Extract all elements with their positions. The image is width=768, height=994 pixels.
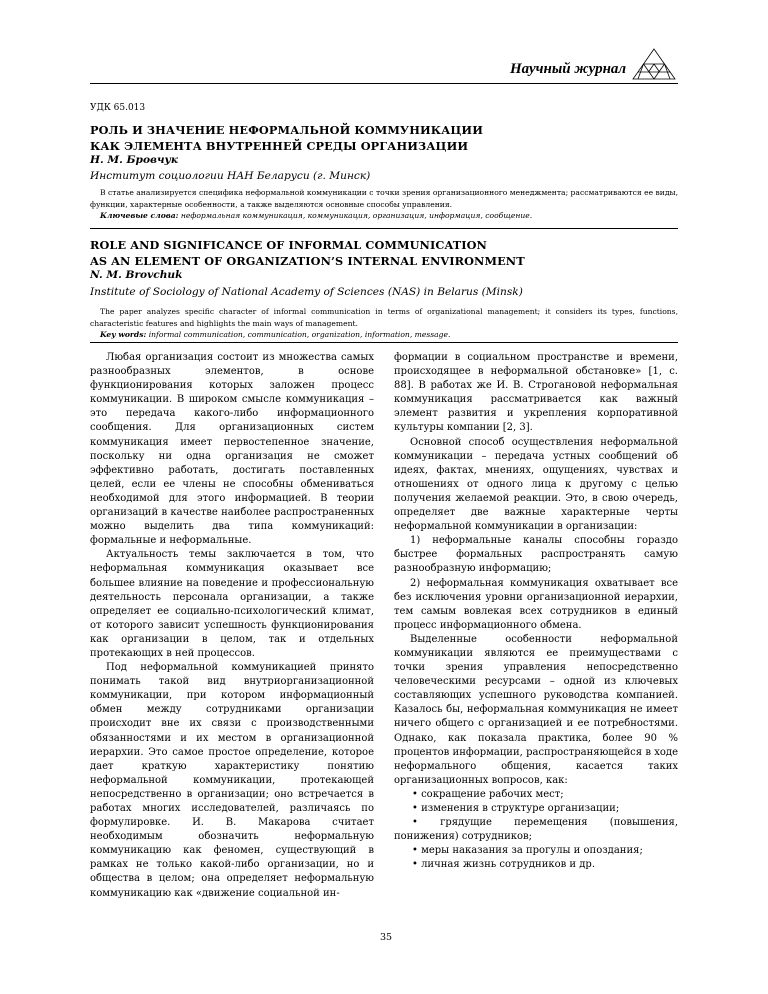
udk-code: УДК 65.013	[90, 103, 146, 113]
en-keywords-text: informal communication, communication, organization, information, message.	[148, 330, 451, 339]
ru-title-line1: РОЛЬ И ЗНАЧЕНИЕ НЕФОРМАЛЬНОЙ КОММУНИКАЦИИ	[90, 123, 483, 137]
en-title-line2: AS AN ELEMENT OF ORGANIZATION’S INTERNAL ENVIRONMENT	[90, 254, 525, 268]
right-paragraph-1: формации в социальном пространстве и времени, происходящее в неформальной обстановке» [1, с. 88]. В работах же И. В. Строгановой неформальная коммуникация рассматривается как важный элемент развития и укрепления корпоративной культуры компании [2, 3].	[394, 352, 678, 434]
left-paragraph-1: Любая организация состоит из множества самых разнообразных элементов, в основе функционирования которых заложен процесс коммуникации. В широком смысле коммуникация – это передача какого-либо информационного сообщения. Для организационных систем коммуникация имеет первостепенное значение, поскольку ни одна организация не сможет эффективно работать, достигать поставленных целей, если ее члены не способны обмениваться необходимой для этого информацией. В теории организаций в качестве наиболее распространенных можно выделить два типа коммуникаций: формальные и неформальные.	[90, 352, 374, 547]
left-paragraph-2: Актуальность темы заключается в том, что неформальная коммуникация оказывает все большее влияние на поведение и профессиональную деятельность персонала организации, а также определяет ее социально-психологический климат, от которого зависит успешность функционирования как организации в целом, так и отдельных протекающих в ней процессов.	[90, 549, 374, 659]
en-institute: Institute of Sociology of National Academy of Sciences (NAS) in Belarus (Minsk)	[90, 286, 523, 298]
en-abstract: The paper analyzes specific character of informal communication in terms of organizational management; it considers its types, functions, characteristic features and highlights the main ways of management.	[90, 307, 678, 328]
en-keywords	[90, 329, 678, 341]
left-column	[90, 351, 374, 901]
ru-author: Н. М. Бровчук	[90, 154, 179, 166]
en-author: N. M. Brovchuk	[90, 269, 183, 281]
right-paragraph-2: Основной способ осуществления неформальной коммуникации – передача устных сообщений об идеях, фактах, мнениях, ощущениях, чувствах и отношениях от одного лица к другому с целью получения желаемой реакции. Это, в свою очередь, определяет две важные характерные черты неформальной коммуникации в организации:	[394, 436, 678, 533]
en-abstract-block	[90, 306, 678, 341]
ru-keywords-text: неформальная коммуникация, коммуникация, организация, информация, сообщение.	[180, 211, 533, 220]
list-item: • грядущие перемещения (повышения, понижения) сотрудников;	[394, 816, 678, 844]
ru-abstract: В статье анализируется специфика неформальной коммуникации с точки зрения организационного менеджмента; рассматриваются ее виды, функции, характерные особенности, а также выделяются основные способы управления.	[90, 188, 678, 209]
bullet-list	[394, 788, 678, 873]
left-paragraph-3: Под неформальной коммуникацией принято понимать такой вид внутриорганизационной коммуникации, при котором информационный обмен между сотрудниками организации происходит вне их связи с производственными обязанностями и их местом в организационной иерархии. Это самое простое определение, которое дает краткую характеристику понятию неформальной коммуникации, протекающей непосредственно в организации; оно встречается в работах многих исследователей, различаясь по формулировке. И. В. Макарова считает необходимым обозначить неформальную коммуникацию как феномен, существующий в рамках не только какой-либо организации, но и общества в целом; она определяет неформальную коммуникацию как «движение социальной ин-	[90, 662, 374, 899]
right-paragraph-4: 2) неформальная коммуникация охватывает все без исключения уровни организационной иерархии, тем самым вовлекая всех сотрудников в единый процесс информационного обмена.	[394, 577, 678, 631]
section-divider	[90, 228, 678, 229]
en-keywords-label: Key words:	[100, 330, 147, 339]
en-title-line1: ROLE AND SIGNIFICANCE OF INFORMAL COMMUNICATION	[90, 238, 487, 252]
ru-abstract-block	[90, 187, 678, 222]
ru-title-line2: КАК ЭЛЕМЕНТА ВНУТРЕННЕЙ СРЕДЫ ОРГАНИЗАЦИИ	[90, 139, 469, 153]
list-item: • изменения в структуре организации;	[394, 802, 678, 816]
right-column	[394, 351, 678, 872]
right-paragraph-5: Выделенные особенности неформальной коммуникации являются ее преимуществами с точки зрения управления непосредственно человеческими ресурсами – одной из ключевых составляющих успешного руководства компанией. Казалось бы, неформальная коммуникация не имеет ничего общего с организацией и ее потребностями. Однако, как показала практика, более 90 % процентов информации, распространяющейся в ходе неформального общения, касается таких организационных вопросов, как:	[394, 633, 678, 786]
journal-header: Научный журнал	[510, 61, 627, 77]
ru-keywords-label: Ключевые слова:	[100, 211, 179, 220]
page-number: 35	[380, 932, 393, 943]
header-rule	[90, 83, 678, 84]
ru-keywords	[90, 210, 678, 222]
journal-logo	[631, 47, 677, 81]
list-item: • личная жизнь сотрудников и др.	[394, 858, 678, 872]
ru-institute: Институт социологии НАН Беларуси (г. Минск)	[90, 170, 371, 182]
body-divider	[90, 342, 678, 343]
list-item: • сокращение рабочих мест;	[394, 788, 678, 802]
right-paragraph-3: 1) неформальные каналы способны гораздо быстрее формальных распространять самую разнообразную информацию;	[394, 535, 678, 575]
list-item: • меры наказания за прогулы и опоздания;	[394, 844, 678, 858]
